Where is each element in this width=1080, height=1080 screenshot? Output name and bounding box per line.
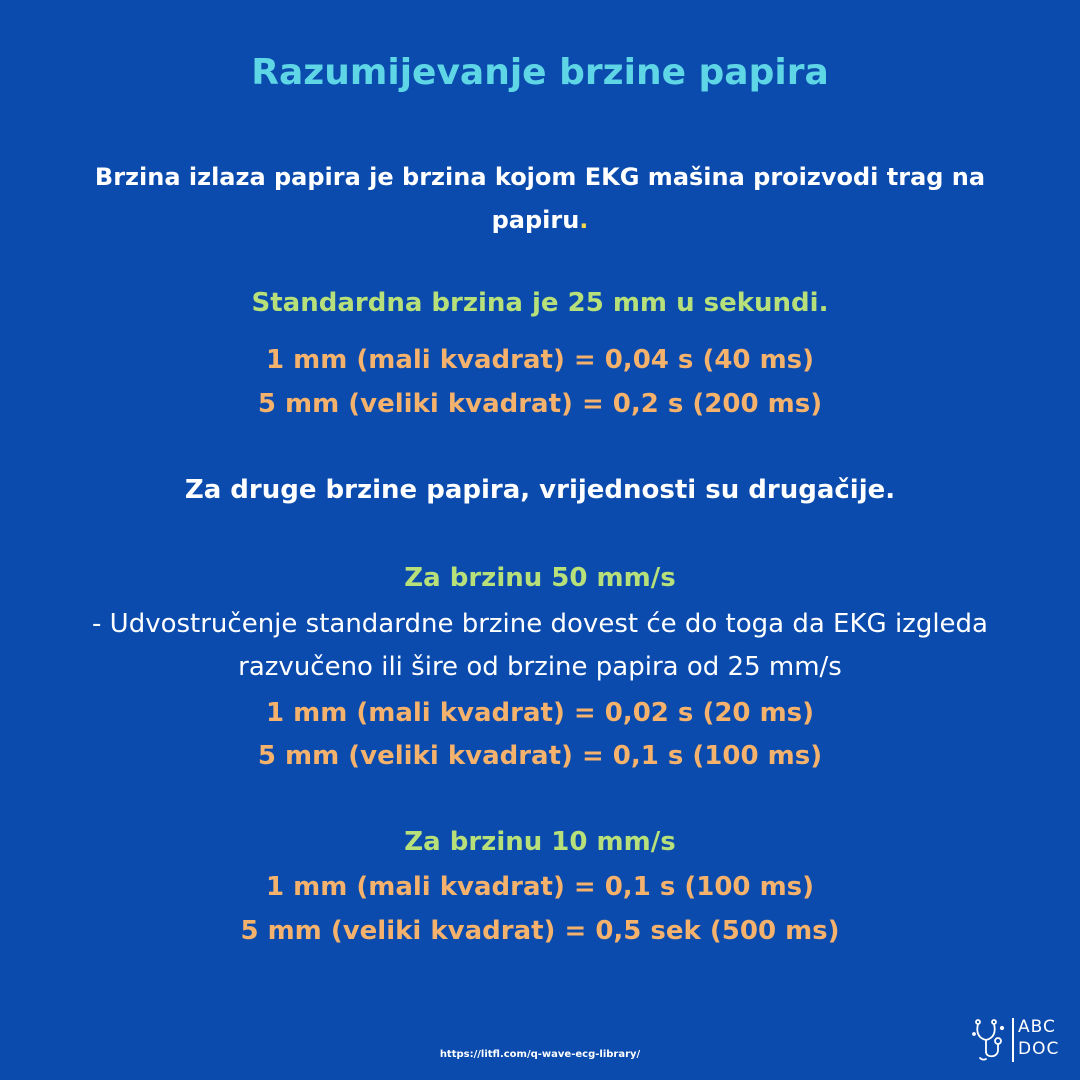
logo-text-line-2: DOC bbox=[1018, 1039, 1060, 1059]
intro-line-1: Brzina izlaza papira je brzina kojom EKG mašina proizvodi trag na bbox=[94, 163, 986, 191]
logo-text-line-1: ABC bbox=[1018, 1017, 1056, 1037]
logo-text bbox=[1018, 1016, 1059, 1060]
speed-10-heading: Za brzinu 10 mm/s bbox=[404, 827, 676, 857]
standard-speed-heading: Standardna brzina je 25 mm u sekundi. bbox=[251, 288, 829, 318]
speed-10-big-square: 5 mm (veliki kvadrat) = 0,5 sek (500 ms) bbox=[240, 916, 840, 946]
speed-50-big-square: 5 mm (veliki kvadrat) = 0,1 s (100 ms) bbox=[257, 741, 823, 771]
standard-big-square: 5 mm (veliki kvadrat) = 0,2 s (200 ms) bbox=[257, 389, 823, 419]
speed-10-small-square: 1 mm (mali kvadrat) = 0,1 s (100 ms) bbox=[265, 872, 815, 902]
speed-50-heading: Za brzinu 50 mm/s bbox=[404, 563, 676, 593]
intro-line-2-text: papiru bbox=[491, 206, 580, 234]
intro-line-2-period: . bbox=[579, 206, 589, 234]
standard-small-square: 1 mm (mali kvadrat) = 0,04 s (40 ms) bbox=[265, 345, 815, 375]
other-speeds-note: Za druge brzine papira, vrijednosti su drugačije. bbox=[184, 475, 896, 505]
page-title: Razumijevanje brzine papira bbox=[251, 52, 829, 93]
source-link[interactable]: https://litfl.com/q-wave-ecg-library/ bbox=[439, 1049, 641, 1060]
speed-50-description-2: razvučeno ili šire od brzine papira od 25 mm/s bbox=[238, 652, 842, 682]
stethoscope-icon bbox=[972, 1018, 1006, 1062]
logo-divider bbox=[1012, 1018, 1014, 1062]
intro-line-2 bbox=[0, 206, 1080, 234]
speed-50-small-square: 1 mm (mali kvadrat) = 0,02 s (20 ms) bbox=[265, 698, 815, 728]
speed-50-description-1: - Udvostručenje standardne brzine dovest će do toga da EKG izgleda bbox=[92, 609, 988, 639]
abc-doc-logo bbox=[972, 1016, 1060, 1064]
